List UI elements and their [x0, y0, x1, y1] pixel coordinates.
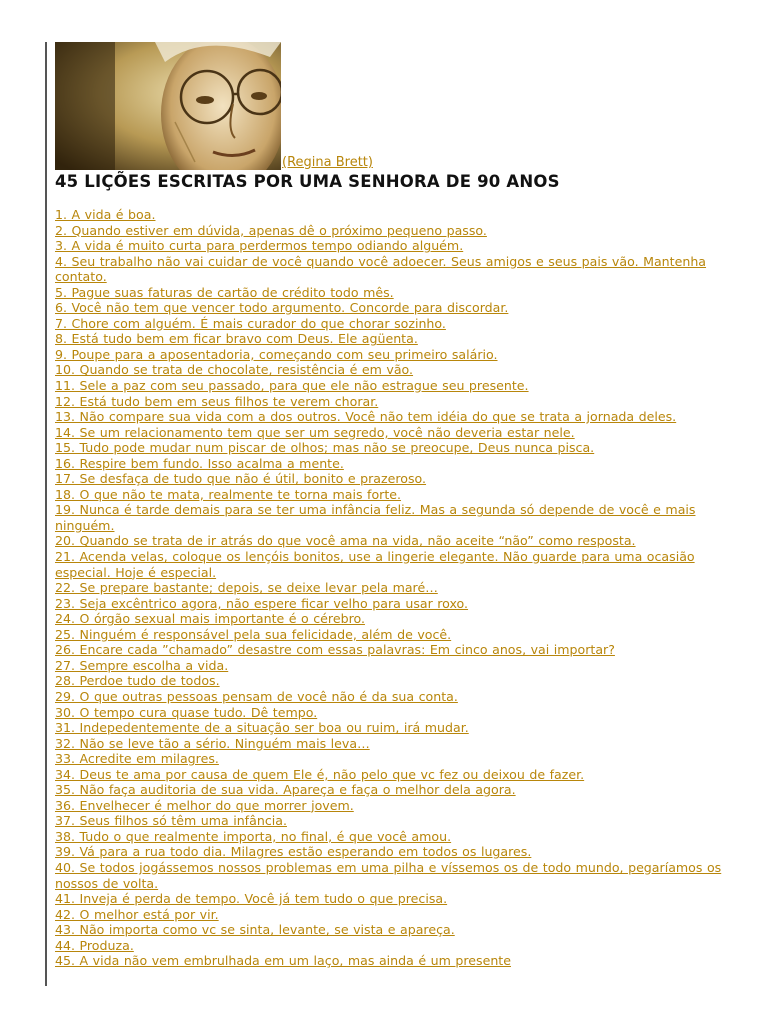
lesson-item[interactable]: 37. Seus filhos só têm uma infância. [55, 813, 287, 829]
lesson-item[interactable]: 17. Se desfaça de tudo que não é útil, bonito e prazeroso. [55, 471, 427, 487]
lesson-item[interactable]: 16. Respire bem fundo. Isso acalma a mente. [55, 455, 344, 471]
portrait-image-icon [55, 42, 281, 170]
lesson-item[interactable]: 1. A vida é boa. [55, 207, 156, 222]
lesson-item[interactable]: 39. Vá para a rua todo dia. Milagres estão esperando em todos os lugares. [55, 844, 532, 860]
lesson-item[interactable]: 33. Acredite em milagres. [55, 751, 219, 767]
lesson-item[interactable]: 44. Produza. [55, 937, 134, 953]
lesson-item[interactable]: 26. Encare cada ”chamado” desastre com essas palavras: Em cinco anos, vai importar? [55, 642, 615, 658]
lesson-item[interactable]: 6. Você não tem que vencer todo argumento. Concorde para discordar. [55, 300, 509, 316]
lesson-item[interactable]: 30. O tempo cura quase tudo. Dê tempo. [55, 704, 318, 720]
lesson-item[interactable]: 10. Quando se trata de chocolate, resistência é em vão. [55, 362, 414, 378]
lesson-item[interactable]: 4. Seu trabalho não vai cuidar de você quando você adoecer. Seus amigos e seus pais vão. Mantenha contato. [55, 253, 707, 285]
lesson-item[interactable]: 5. Pague suas faturas de cartão de crédito todo mês. [55, 284, 394, 300]
lesson-item[interactable]: 7. Chore com alguém. É mais curador do que chorar sozinho. [55, 315, 446, 331]
lesson-item[interactable]: 14. Se um relacionamento tem que ser um segredo, você não deveria estar nele. [55, 424, 575, 440]
lesson-item[interactable]: 18. O que não te mata, realmente te torna mais forte. [55, 486, 402, 502]
lesson-item[interactable]: 28. Perdoe tudo de todos. [55, 673, 220, 689]
photo-caption-link[interactable]: (Regina Brett) [282, 155, 373, 170]
lesson-item[interactable]: 8. Está tudo bem em ficar bravo com Deus. Ele agüenta. [55, 331, 418, 347]
lesson-item[interactable]: 23. Seja excêntrico agora, não espere ficar velho para usar roxo. [55, 595, 469, 611]
lesson-item[interactable]: 36. Envelhecer é melhor do que morrer jovem. [55, 797, 354, 813]
lesson-item[interactable]: 31. Indepedentemente de a situação ser boa ou ruim, irá mudar. [55, 720, 469, 736]
lesson-item[interactable]: 38. Tudo o que realmente importa, no final, é que você amou. [55, 828, 452, 844]
lesson-item[interactable]: 43. Não importa como vc se sinta, levante, se vista e apareça. [55, 922, 455, 938]
lesson-item[interactable]: 40. Se todos jogássemos nossos problemas em uma pilha e víssemos os de todo mundo, pegaríamos os nossos de volta. [55, 859, 722, 891]
lesson-item[interactable]: 34. Deus te ama por causa de quem Ele é, não pelo que vc fez ou deixou de fazer. [55, 766, 585, 782]
page-title: 45 LIÇÕES ESCRITAS POR UMA SENHORA DE 90 ANOS [55, 172, 560, 191]
lesson-item[interactable]: 15. Tudo pode mudar num piscar de olhos; mas não se preocupe, Deus nunca pisca. [55, 440, 595, 456]
lesson-item[interactable]: 9. Poupe para a aposentadoria, começando com seu primeiro salário. [55, 346, 498, 362]
lesson-item[interactable]: 24. O órgão sexual mais importante é o cérebro. [55, 611, 365, 627]
lesson-item[interactable]: 2. Quando estiver em dúvida, apenas dê o próximo pequeno passo. [55, 222, 487, 238]
lesson-item[interactable]: 32. Não se leve tão a sério. Ninguém mais leva… [55, 735, 370, 751]
portrait-photo [55, 42, 281, 170]
lesson-item[interactable]: 21. Acenda velas, coloque os lençóis bonitos, use a lingerie elegante. Não guarde para uma ocasião especial. Hoje é especial. [55, 549, 695, 580]
lesson-item[interactable]: 13. Não compare sua vida com a dos outros. Você não tem idéia do que se trata a jornada deles. [55, 409, 677, 425]
lesson-item[interactable]: 11. Sele a paz com seu passado, para que ele não estrague seu presente. [55, 378, 529, 394]
lesson-item[interactable]: 29. O que outras pessoas pensam de você não é da sua conta. [55, 688, 458, 704]
lessons-list [55, 207, 723, 969]
lesson-item[interactable]: 22. Se prepare bastante; depois, se deixe levar pela maré… [55, 580, 438, 596]
left-border-rule [45, 42, 47, 986]
lesson-item[interactable]: 35. Não faça auditoria de sua vida. Apareça e faça o melhor dela agora. [55, 782, 516, 798]
lesson-item[interactable]: 41. Inveja é perda de tempo. Você já tem tudo o que precisa. [55, 891, 448, 907]
lesson-item[interactable]: 19. Nunca é tarde demais para se ter uma infância feliz. Mas a segunda só depende de você e mais ninguém. [55, 502, 696, 533]
lesson-item[interactable]: 20. Quando se trata de ir atrás do que você ama na vida, não aceite “não” como resposta. [55, 533, 636, 549]
lesson-item[interactable]: 45. A vida não vem embrulhada em um laço, mas ainda é um presente [55, 953, 511, 969]
lesson-item[interactable]: 42. O melhor está por vir. [55, 906, 219, 922]
lesson-item[interactable]: 27. Sempre escolha a vida. [55, 657, 229, 673]
lesson-item[interactable]: 3. A vida é muito curta para perdermos tempo odiando alguém. [55, 238, 464, 254]
lesson-item[interactable]: 25. Ninguém é responsável pela sua felicidade, além de você. [55, 626, 452, 642]
lesson-item[interactable]: 12. Está tudo bem em seus filhos te verem chorar. [55, 393, 379, 409]
